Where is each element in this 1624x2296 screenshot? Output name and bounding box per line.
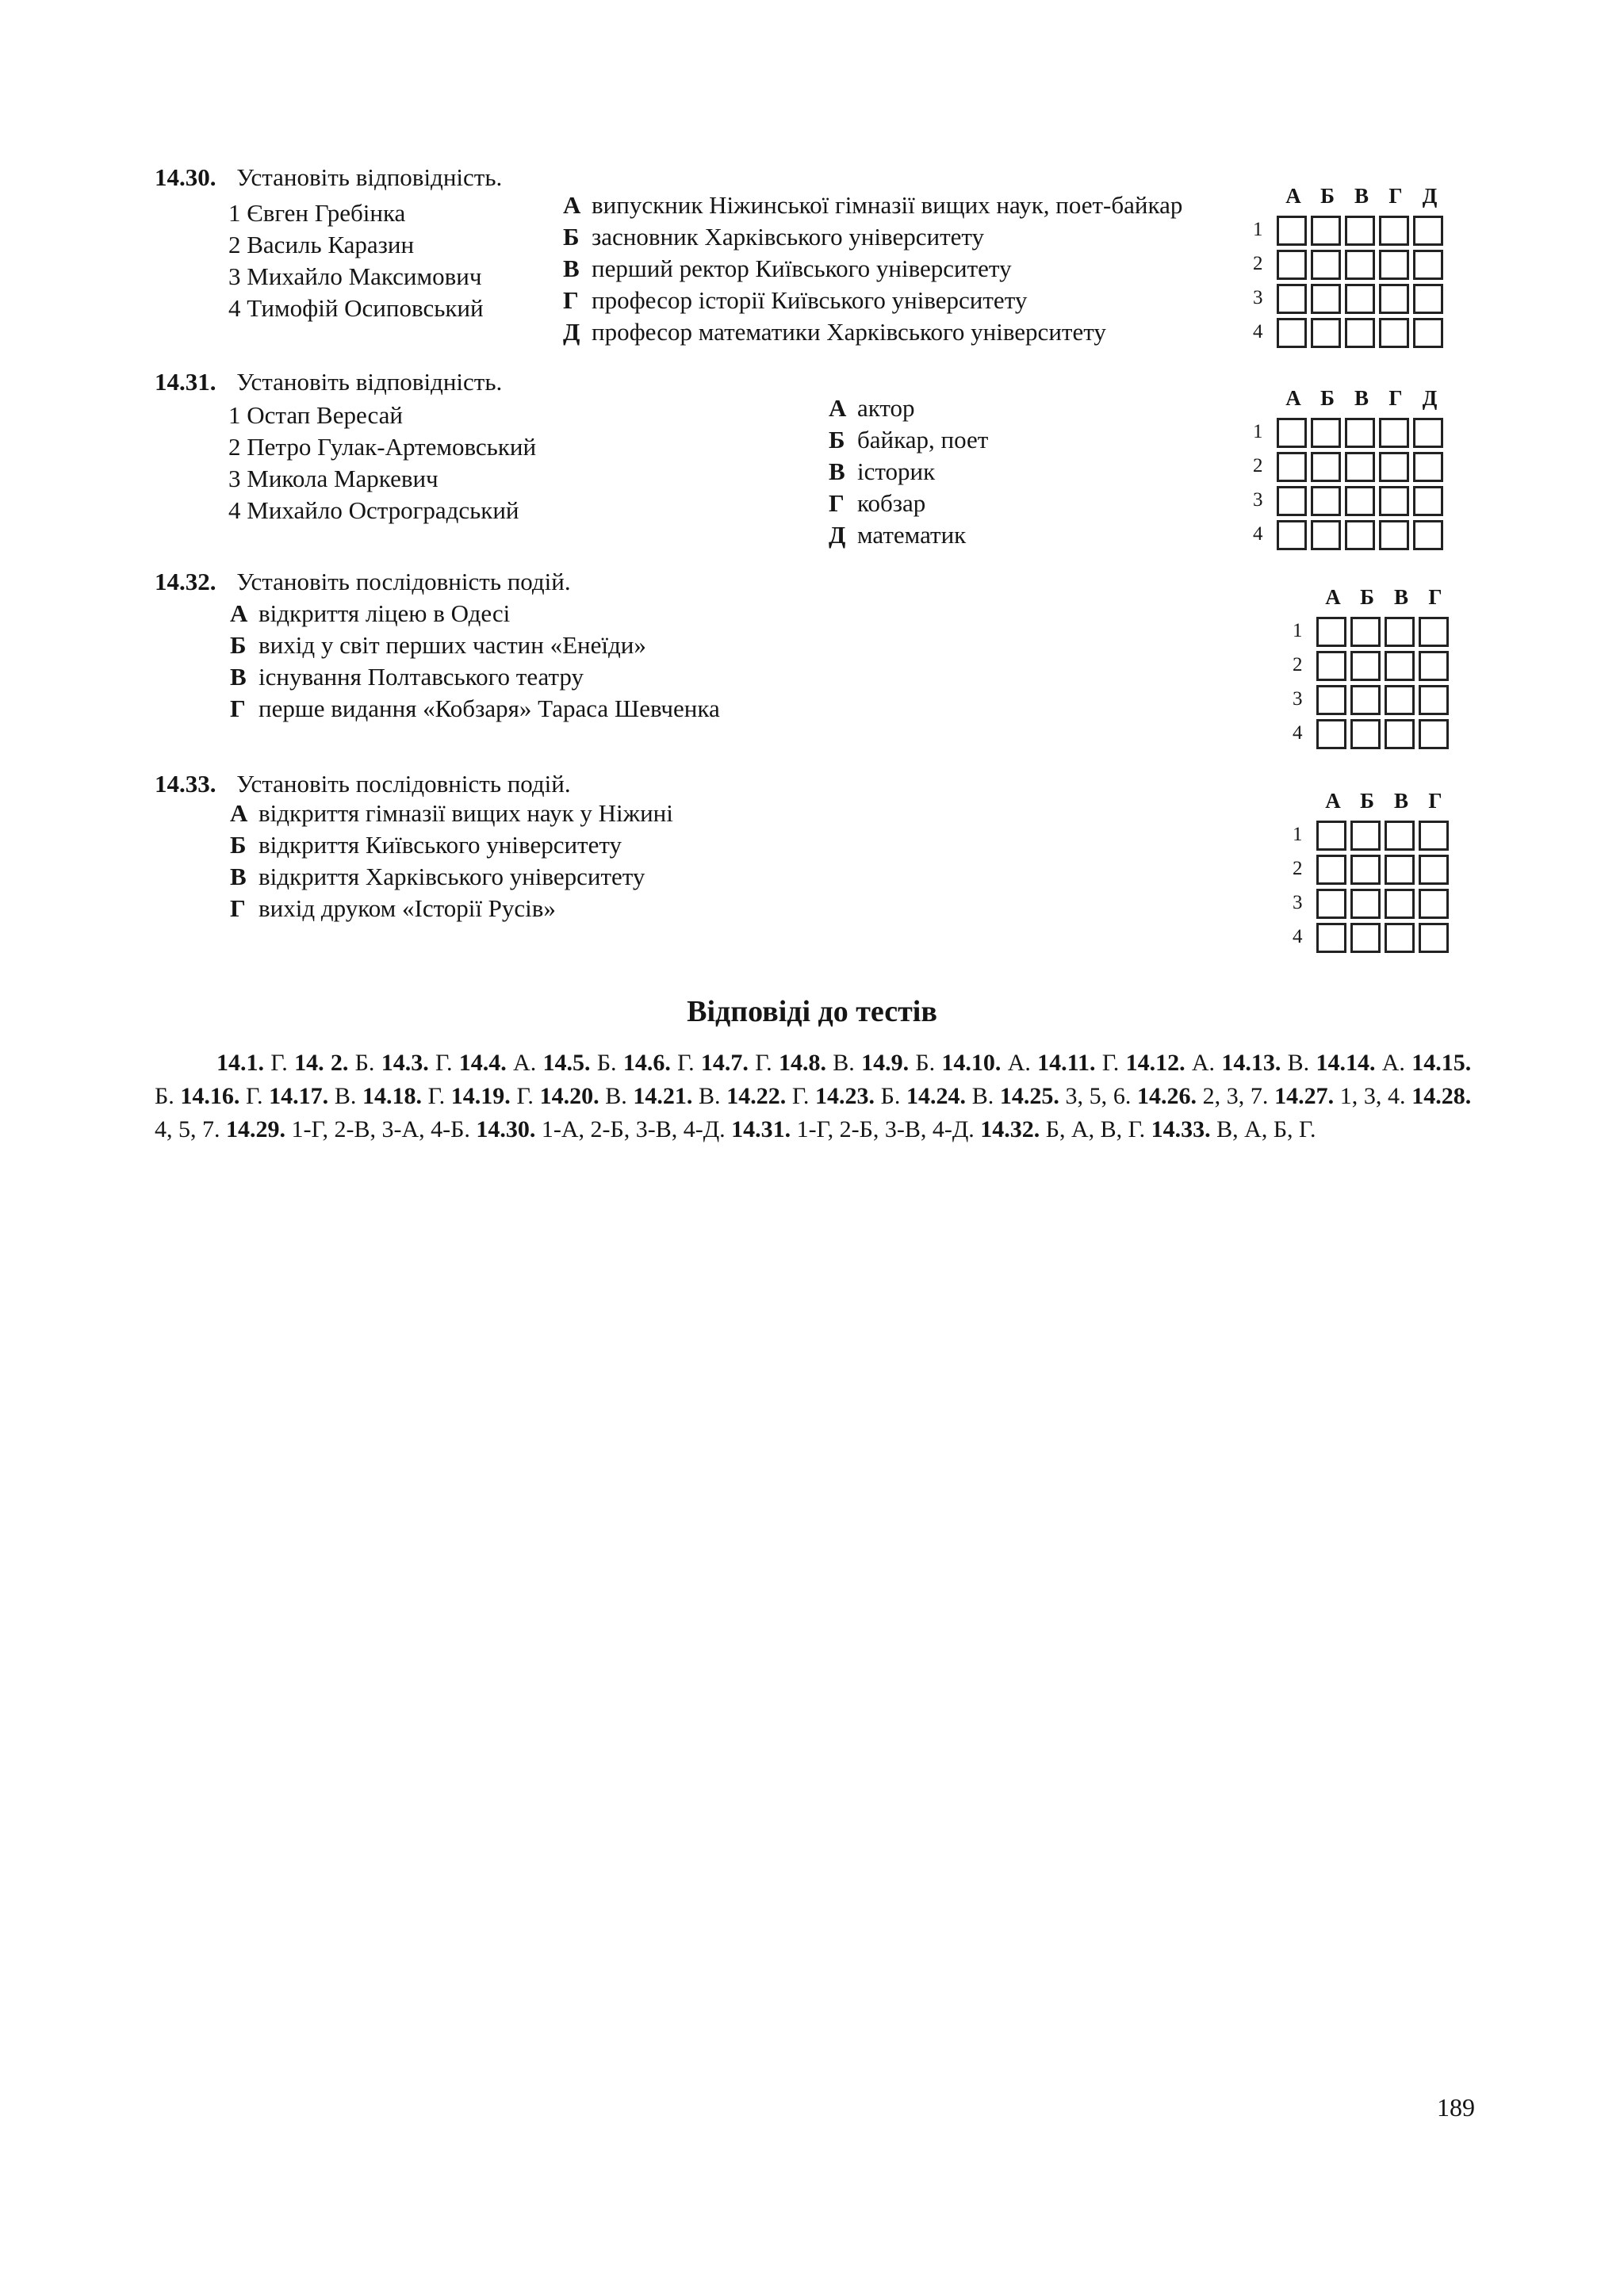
answer-value: Г. bbox=[1101, 1050, 1120, 1076]
answer-checkbox[interactable] bbox=[1413, 250, 1443, 280]
grid-col-label: А bbox=[1285, 184, 1301, 208]
answer-value: 3, 5, 6. bbox=[1065, 1083, 1132, 1109]
answer-value: В. bbox=[334, 1083, 357, 1109]
left-item: 1 Євген Гребінка bbox=[228, 199, 406, 227]
answer-value: Б. bbox=[880, 1083, 901, 1109]
answer-value: Г. bbox=[516, 1083, 534, 1109]
answer-checkbox[interactable] bbox=[1311, 486, 1341, 516]
answer-checkbox[interactable] bbox=[1345, 520, 1375, 550]
answer-value: В. bbox=[699, 1083, 721, 1109]
answer-number: 14.21. bbox=[633, 1083, 693, 1109]
answer-checkbox[interactable] bbox=[1413, 452, 1443, 482]
grid-col-label: В bbox=[1354, 184, 1369, 208]
answer-checkbox[interactable] bbox=[1413, 520, 1443, 550]
answer-value: Б. bbox=[596, 1050, 617, 1076]
answer-checkbox[interactable] bbox=[1379, 520, 1409, 550]
answer-number: 14.22. bbox=[726, 1083, 787, 1109]
left-item: 2 Василь Каразин bbox=[228, 231, 415, 258]
sequence-item: А відкриття ліцею в Одесі bbox=[230, 599, 511, 627]
answer-checkbox[interactable] bbox=[1311, 520, 1341, 550]
answer-checkbox[interactable] bbox=[1277, 452, 1307, 482]
right-item: В історик bbox=[829, 457, 936, 485]
answer-checkbox[interactable] bbox=[1379, 486, 1409, 516]
answer-number: 14.20. bbox=[539, 1083, 599, 1109]
answer-value: 1-Г, 2-В, 3-А, 4-Б. bbox=[291, 1116, 470, 1142]
answer-checkbox[interactable] bbox=[1350, 923, 1381, 953]
answer-value: Б. bbox=[155, 1083, 174, 1109]
answer-value: В. bbox=[605, 1083, 627, 1109]
grid-row-label: 4 bbox=[1293, 722, 1303, 744]
answer-checkbox[interactable] bbox=[1311, 250, 1341, 280]
grid-row-label: 3 bbox=[1253, 489, 1263, 511]
answer-checkbox[interactable] bbox=[1419, 923, 1449, 953]
answer-value: В, А, Б, Г. bbox=[1216, 1116, 1316, 1142]
answer-checkbox[interactable] bbox=[1385, 923, 1415, 953]
answer-value: 1-Г, 2-Б, 3-В, 4-Д. bbox=[796, 1116, 975, 1142]
answer-number: 14.30. bbox=[476, 1116, 536, 1142]
grid-row-label: 4 bbox=[1253, 523, 1263, 545]
answer-checkbox[interactable] bbox=[1345, 452, 1375, 482]
answer-grid-14-30 bbox=[1253, 184, 1451, 354]
answer-grid-14-33 bbox=[1293, 789, 1459, 959]
answer-number: 14.23. bbox=[815, 1083, 875, 1109]
answer-checkbox[interactable] bbox=[1345, 418, 1375, 448]
answer-checkbox[interactable] bbox=[1413, 284, 1443, 314]
answer-checkbox[interactable] bbox=[1379, 318, 1409, 348]
question-number: 14.30. bbox=[155, 163, 216, 191]
answer-number: 14.8. bbox=[778, 1050, 826, 1076]
answer-number: 14.24. bbox=[906, 1083, 967, 1109]
grid-row-label: 3 bbox=[1293, 892, 1303, 913]
answer-checkbox[interactable] bbox=[1350, 651, 1381, 681]
answer-checkbox[interactable] bbox=[1277, 250, 1307, 280]
grid-row-label: 2 bbox=[1253, 455, 1263, 476]
answer-value: Б. bbox=[915, 1050, 936, 1076]
answer-number: 14.3. bbox=[381, 1050, 429, 1076]
answer-value: В. bbox=[1287, 1050, 1310, 1076]
answer-checkbox[interactable] bbox=[1385, 685, 1415, 715]
right-item: Б байкар, поет bbox=[829, 426, 989, 453]
answer-checkbox[interactable] bbox=[1311, 284, 1341, 314]
question-number: 14.32. bbox=[155, 568, 216, 595]
answer-checkbox[interactable] bbox=[1316, 617, 1346, 647]
right-item: Б засновник Харківського університету bbox=[563, 223, 985, 251]
answer-checkbox[interactable] bbox=[1316, 923, 1346, 953]
answer-checkbox[interactable] bbox=[1350, 719, 1381, 749]
question-prompt: Установіть послідовність подій. bbox=[236, 770, 571, 798]
grid-col-label: Г bbox=[1428, 585, 1442, 609]
answer-value: А. bbox=[1381, 1050, 1405, 1076]
left-item: 4 Михайло Остроградський bbox=[228, 496, 519, 524]
right-item: А актор bbox=[829, 394, 915, 422]
answer-checkbox[interactable] bbox=[1419, 855, 1449, 885]
grid-col-label: Б bbox=[1360, 585, 1374, 609]
sequence-item: Б відкриття Київського університету bbox=[230, 831, 622, 859]
answer-checkbox[interactable] bbox=[1350, 617, 1381, 647]
answer-checkbox[interactable] bbox=[1385, 651, 1415, 681]
answer-checkbox[interactable] bbox=[1350, 821, 1381, 851]
answer-checkbox[interactable] bbox=[1419, 821, 1449, 851]
answer-value: А. bbox=[513, 1050, 537, 1076]
answer-number: 14.4. bbox=[458, 1050, 507, 1076]
answer-value: Г. bbox=[791, 1083, 810, 1109]
grid-col-label: В bbox=[1354, 386, 1369, 410]
answer-number: 14.7. bbox=[700, 1050, 749, 1076]
answer-number: 14.15. bbox=[1411, 1050, 1472, 1076]
answer-number: 14.25. bbox=[999, 1083, 1059, 1109]
answer-checkbox[interactable] bbox=[1345, 250, 1375, 280]
left-item: 3 Микола Маркевич bbox=[228, 465, 439, 492]
right-item: А випускник Ніжинської гімназії вищих наук, поет-байкар bbox=[563, 191, 1183, 219]
answer-value: Г. bbox=[755, 1050, 772, 1076]
answer-checkbox[interactable] bbox=[1345, 318, 1375, 348]
question-prompt: Установіть відповідність. bbox=[236, 368, 503, 396]
question-prompt: Установіть послідовність подій. bbox=[236, 568, 571, 595]
answer-value: Г. bbox=[435, 1050, 453, 1076]
answer-checkbox[interactable] bbox=[1413, 216, 1443, 246]
answer-number: 14.10. bbox=[941, 1050, 1002, 1076]
sequence-item: Б вихід у світ перших частин «Енеїди» bbox=[230, 631, 646, 659]
answer-number: 14.33. bbox=[1151, 1116, 1211, 1142]
answer-value: Г. bbox=[677, 1050, 695, 1076]
answer-checkbox[interactable] bbox=[1345, 284, 1375, 314]
answer-number: 14.11. bbox=[1037, 1050, 1096, 1076]
answer-checkbox[interactable] bbox=[1316, 685, 1346, 715]
answer-checkbox[interactable] bbox=[1385, 719, 1415, 749]
sequence-item: Г вихід друком «Історії Русів» bbox=[230, 894, 556, 922]
answer-checkbox[interactable] bbox=[1413, 318, 1443, 348]
answer-number: 14.9. bbox=[861, 1050, 910, 1076]
answer-value: 1-А, 2-Б, 3-В, 4-Д. bbox=[541, 1116, 726, 1142]
answer-checkbox[interactable] bbox=[1311, 318, 1341, 348]
grid-row-label: 1 bbox=[1253, 421, 1263, 442]
answer-grid-14-32 bbox=[1293, 585, 1459, 756]
answer-value: Г. bbox=[427, 1083, 446, 1109]
answer-value: Г. bbox=[246, 1083, 263, 1109]
answer-checkbox[interactable] bbox=[1385, 889, 1415, 919]
grid-row-label: 1 bbox=[1293, 824, 1303, 845]
answer-checkbox[interactable] bbox=[1277, 318, 1307, 348]
answer-checkbox[interactable] bbox=[1379, 418, 1409, 448]
answers-paragraph bbox=[155, 1047, 1471, 1146]
answer-number: 14.12. bbox=[1125, 1050, 1185, 1076]
grid-col-label: В bbox=[1393, 585, 1408, 609]
answer-checkbox[interactable] bbox=[1419, 617, 1449, 647]
right-item: Д професор математики Харківського університету bbox=[563, 318, 1106, 346]
answer-checkbox[interactable] bbox=[1316, 821, 1346, 851]
answer-checkbox[interactable] bbox=[1350, 685, 1381, 715]
grid-row-label: 4 bbox=[1253, 321, 1263, 342]
answer-checkbox[interactable] bbox=[1385, 821, 1415, 851]
answer-checkbox[interactable] bbox=[1345, 486, 1375, 516]
answer-number: 14.31. bbox=[731, 1116, 791, 1142]
answer-checkbox[interactable] bbox=[1350, 889, 1381, 919]
answer-number: 14.1. bbox=[216, 1050, 264, 1076]
left-item: 2 Петро Гулак-Артемовський bbox=[228, 433, 537, 461]
answer-checkbox[interactable] bbox=[1413, 486, 1443, 516]
answer-checkbox[interactable] bbox=[1419, 685, 1449, 715]
grid-row-label: 4 bbox=[1293, 926, 1303, 947]
answer-checkbox[interactable] bbox=[1277, 284, 1307, 314]
sequence-item: А відкриття гімназії вищих наук у Ніжині bbox=[230, 799, 673, 827]
answer-checkbox[interactable] bbox=[1311, 418, 1341, 448]
answer-value: 1, 3, 4. bbox=[1339, 1083, 1406, 1109]
grid-row-label: 1 bbox=[1253, 219, 1263, 240]
answer-checkbox[interactable] bbox=[1413, 418, 1443, 448]
grid-col-label: А bbox=[1285, 386, 1301, 410]
answer-checkbox[interactable] bbox=[1277, 520, 1307, 550]
question-number: 14.31. bbox=[155, 368, 216, 396]
answer-value: В. bbox=[971, 1083, 994, 1109]
grid-col-label: Б bbox=[1360, 789, 1374, 813]
answer-checkbox[interactable] bbox=[1277, 418, 1307, 448]
right-item: Г професор історії Київського університету bbox=[563, 286, 1028, 314]
answer-value: Г. bbox=[270, 1050, 288, 1076]
answer-checkbox[interactable] bbox=[1345, 216, 1375, 246]
answer-number: 14.28. bbox=[1411, 1083, 1472, 1109]
answer-checkbox[interactable] bbox=[1379, 284, 1409, 314]
grid-col-label: Г bbox=[1388, 184, 1403, 208]
answer-number: 14.32. bbox=[980, 1116, 1040, 1142]
answer-number: 14.16. bbox=[180, 1083, 240, 1109]
grid-col-label: Б bbox=[1320, 184, 1335, 208]
question-prompt: Установіть відповідність. bbox=[236, 163, 503, 191]
grid-row-label: 2 bbox=[1253, 253, 1263, 274]
left-item: 4 Тимофій Осиповський bbox=[228, 294, 484, 322]
sequence-item: Г перше видання «Кобзаря» Тараса Шевченка bbox=[230, 695, 720, 722]
answer-number: 14.18. bbox=[362, 1083, 422, 1109]
answer-number: 14.19. bbox=[450, 1083, 511, 1109]
answer-checkbox[interactable] bbox=[1385, 617, 1415, 647]
answer-checkbox[interactable] bbox=[1316, 651, 1346, 681]
answer-checkbox[interactable] bbox=[1277, 216, 1307, 246]
right-item: Г кобзар bbox=[829, 489, 926, 517]
grid-col-label: Г bbox=[1428, 789, 1442, 813]
answer-checkbox[interactable] bbox=[1316, 719, 1346, 749]
left-item: 3 Михайло Максимович bbox=[228, 262, 482, 290]
answer-value: 4, 5, 7. bbox=[155, 1116, 220, 1142]
answer-number: 14.13. bbox=[1221, 1050, 1281, 1076]
question-number: 14.33. bbox=[155, 770, 216, 798]
question-14-30-header bbox=[155, 163, 502, 193]
answer-checkbox[interactable] bbox=[1311, 216, 1341, 246]
answer-number: 14.29. bbox=[226, 1116, 285, 1142]
answer-checkbox[interactable] bbox=[1379, 452, 1409, 482]
answer-checkbox[interactable] bbox=[1350, 855, 1381, 885]
grid-row-label: 2 bbox=[1293, 654, 1303, 675]
grid-row-label: 3 bbox=[1293, 688, 1303, 710]
answer-checkbox[interactable] bbox=[1385, 855, 1415, 885]
answer-number: 14.6. bbox=[622, 1050, 671, 1076]
left-item: 1 Остап Вересай bbox=[228, 401, 403, 429]
answer-checkbox[interactable] bbox=[1311, 452, 1341, 482]
right-item: В перший ректор Київського університету bbox=[563, 254, 1012, 282]
page-number: 189 bbox=[1437, 2093, 1475, 2122]
grid-col-label: Г bbox=[1388, 386, 1403, 410]
answer-checkbox[interactable] bbox=[1419, 651, 1449, 681]
answer-checkbox[interactable] bbox=[1316, 855, 1346, 885]
answer-checkbox[interactable] bbox=[1379, 216, 1409, 246]
answer-value: В. bbox=[833, 1050, 855, 1076]
answer-checkbox[interactable] bbox=[1419, 889, 1449, 919]
question-14-32-header bbox=[155, 567, 571, 597]
answers-heading: Відповіді до тестів bbox=[687, 995, 937, 1028]
answer-checkbox[interactable] bbox=[1316, 889, 1346, 919]
grid-row-label: 2 bbox=[1293, 858, 1303, 879]
grid-col-label: Д bbox=[1422, 386, 1438, 410]
answer-grid-14-31 bbox=[1253, 386, 1451, 557]
answer-value: 2, 3, 7. bbox=[1202, 1083, 1269, 1109]
grid-row-label: 1 bbox=[1293, 620, 1303, 641]
answer-number: 14.5. bbox=[542, 1050, 591, 1076]
grid-col-label: Д bbox=[1422, 184, 1438, 208]
grid-col-label: Б bbox=[1320, 386, 1335, 410]
answer-value: Б. bbox=[354, 1050, 375, 1076]
question-14-33-header bbox=[155, 769, 571, 799]
right-item: Д математик bbox=[829, 521, 967, 549]
answer-checkbox[interactable] bbox=[1379, 250, 1409, 280]
question-14-31-header bbox=[155, 367, 502, 397]
answer-number: 14.14. bbox=[1316, 1050, 1376, 1076]
answer-number: 14.17. bbox=[269, 1083, 329, 1109]
answer-number: 14. 2. bbox=[294, 1050, 349, 1076]
grid-col-label: В bbox=[1393, 789, 1408, 813]
answer-checkbox[interactable] bbox=[1277, 486, 1307, 516]
answer-value: Б, А, В, Г. bbox=[1045, 1116, 1146, 1142]
answer-checkbox[interactable] bbox=[1419, 719, 1449, 749]
answer-value: А. bbox=[1007, 1050, 1031, 1076]
answer-number: 14.27. bbox=[1274, 1083, 1335, 1109]
grid-col-label: А bbox=[1325, 789, 1341, 813]
sequence-item: В відкриття Харківського університету bbox=[230, 863, 645, 890]
answer-number: 14.26. bbox=[1136, 1083, 1197, 1109]
grid-row-label: 3 bbox=[1253, 287, 1263, 308]
sequence-item: В існування Полтавського театру bbox=[230, 663, 584, 691]
grid-col-label: А bbox=[1325, 585, 1341, 609]
answer-value: А. bbox=[1191, 1050, 1216, 1076]
